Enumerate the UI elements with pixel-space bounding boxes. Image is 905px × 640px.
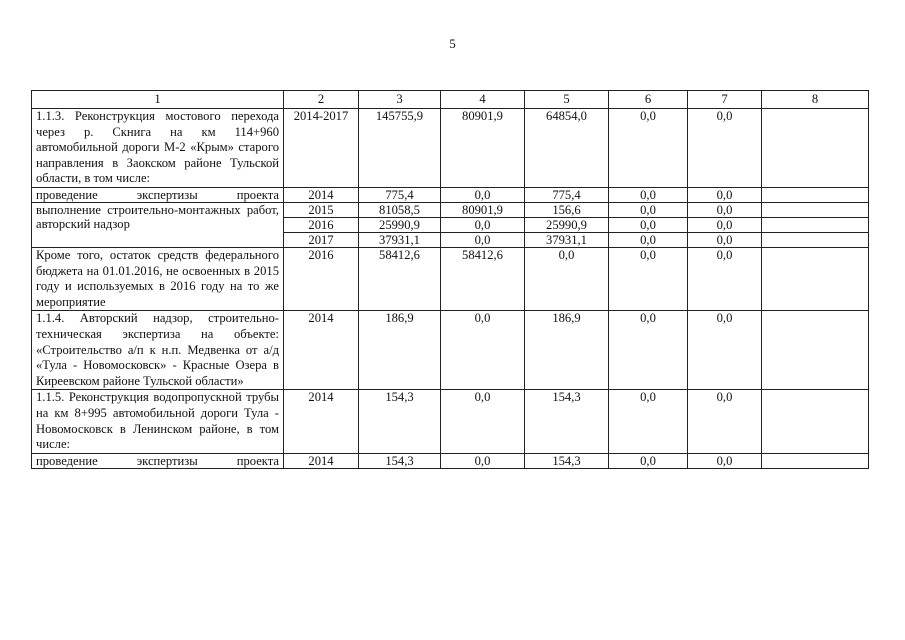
value-cell: 37931,1 bbox=[359, 232, 441, 247]
column-header: 8 bbox=[762, 91, 869, 109]
column-header: 4 bbox=[441, 91, 525, 109]
value-cell: 0,0 bbox=[609, 247, 688, 310]
value-cell: 0,0 bbox=[441, 311, 525, 390]
year-cell: 2017 bbox=[284, 232, 359, 247]
table-row bbox=[32, 390, 869, 453]
value-cell bbox=[762, 247, 869, 310]
row-description: 1.1.3. Реконструкция мостового перехода через р. Скнига на км 114+960 автомобильной дороги М-2 «Крым» старого направления в Заокском районе Тульской области, в том числе: bbox=[32, 109, 284, 188]
value-cell: 0,0 bbox=[609, 232, 688, 247]
value-cell bbox=[762, 232, 869, 247]
value-cell: 156,6 bbox=[525, 202, 609, 217]
year-cell: 2014 bbox=[284, 453, 359, 468]
year-cell: 2014-2017 bbox=[284, 109, 359, 188]
value-cell: 186,9 bbox=[525, 311, 609, 390]
value-cell: 775,4 bbox=[525, 187, 609, 202]
value-cell: 81058,5 bbox=[359, 202, 441, 217]
year-cell: 2014 bbox=[284, 187, 359, 202]
column-header: 7 bbox=[688, 91, 762, 109]
budget-table bbox=[31, 90, 869, 469]
table-row bbox=[32, 453, 869, 468]
value-cell: 0,0 bbox=[609, 390, 688, 453]
value-cell: 0,0 bbox=[441, 453, 525, 468]
value-cell: 0,0 bbox=[441, 390, 525, 453]
row-description: 1.1.5. Реконструкция водопропускной трубы на км 8+995 автомобильной дороги Тула - Новомосковск в Ленинском районе, в том числе: bbox=[32, 390, 284, 453]
value-cell: 154,3 bbox=[359, 390, 441, 453]
value-cell: 145755,9 bbox=[359, 109, 441, 188]
value-cell: 154,3 bbox=[525, 390, 609, 453]
value-cell: 0,0 bbox=[688, 247, 762, 310]
table-row bbox=[32, 187, 869, 202]
value-cell bbox=[762, 109, 869, 188]
column-header: 5 bbox=[525, 91, 609, 109]
value-cell bbox=[762, 217, 869, 232]
page-number: 5 bbox=[449, 36, 456, 51]
value-cell: 25990,9 bbox=[359, 217, 441, 232]
year-cell: 2016 bbox=[284, 247, 359, 310]
row-description: проведение экспертизы проекта bbox=[32, 187, 284, 202]
value-cell: 58412,6 bbox=[359, 247, 441, 310]
value-cell: 80901,9 bbox=[441, 202, 525, 217]
value-cell: 154,3 bbox=[525, 453, 609, 468]
value-cell bbox=[762, 390, 869, 453]
row-description: выполнение строительно-монтажных работ, авторский надзор bbox=[32, 202, 284, 247]
value-cell: 186,9 bbox=[359, 311, 441, 390]
table-row bbox=[32, 202, 869, 217]
value-cell: 0,0 bbox=[688, 390, 762, 453]
value-cell: 25990,9 bbox=[525, 217, 609, 232]
year-cell: 2015 bbox=[284, 202, 359, 217]
value-cell bbox=[762, 202, 869, 217]
value-cell: 0,0 bbox=[688, 453, 762, 468]
value-cell: 0,0 bbox=[688, 202, 762, 217]
value-cell bbox=[762, 453, 869, 468]
row-description: Кроме того, остаток средств федерального бюджета на 01.01.2016, не освоенных в 2015 году и используемых в 2016 году на то же мероприятие bbox=[32, 247, 284, 310]
value-cell: 0,0 bbox=[441, 217, 525, 232]
value-cell bbox=[762, 187, 869, 202]
value-cell: 80901,9 bbox=[441, 109, 525, 188]
row-description: проведение экспертизы проекта bbox=[32, 453, 284, 468]
year-cell: 2014 bbox=[284, 390, 359, 453]
value-cell: 0,0 bbox=[441, 187, 525, 202]
value-cell: 0,0 bbox=[688, 217, 762, 232]
value-cell: 0,0 bbox=[441, 232, 525, 247]
table-row bbox=[32, 109, 869, 188]
value-cell bbox=[762, 311, 869, 390]
value-cell: 0,0 bbox=[609, 311, 688, 390]
value-cell: 0,0 bbox=[688, 232, 762, 247]
value-cell: 0,0 bbox=[688, 187, 762, 202]
value-cell: 0,0 bbox=[609, 187, 688, 202]
value-cell: 0,0 bbox=[609, 217, 688, 232]
value-cell: 37931,1 bbox=[525, 232, 609, 247]
value-cell: 0,0 bbox=[525, 247, 609, 310]
value-cell: 0,0 bbox=[609, 109, 688, 188]
header-row bbox=[32, 91, 869, 109]
value-cell: 58412,6 bbox=[441, 247, 525, 310]
value-cell: 64854,0 bbox=[525, 109, 609, 188]
column-header: 2 bbox=[284, 91, 359, 109]
value-cell: 154,3 bbox=[359, 453, 441, 468]
value-cell: 775,4 bbox=[359, 187, 441, 202]
value-cell: 0,0 bbox=[688, 109, 762, 188]
value-cell: 0,0 bbox=[609, 453, 688, 468]
year-cell: 2016 bbox=[284, 217, 359, 232]
value-cell: 0,0 bbox=[688, 311, 762, 390]
column-header: 6 bbox=[609, 91, 688, 109]
row-description: 1.1.4. Авторский надзор, строительно-техническая экспертиза на объекте: «Строительство а/п к н.п. Медвенка от а/д «Тула - Новомосковск» - Красные Озера в Киреевском районе Тульской области» bbox=[32, 311, 284, 390]
year-cell: 2014 bbox=[284, 311, 359, 390]
column-header: 1 bbox=[32, 91, 284, 109]
column-header: 3 bbox=[359, 91, 441, 109]
value-cell: 0,0 bbox=[609, 202, 688, 217]
table-row bbox=[32, 311, 869, 390]
table-row bbox=[32, 247, 869, 310]
